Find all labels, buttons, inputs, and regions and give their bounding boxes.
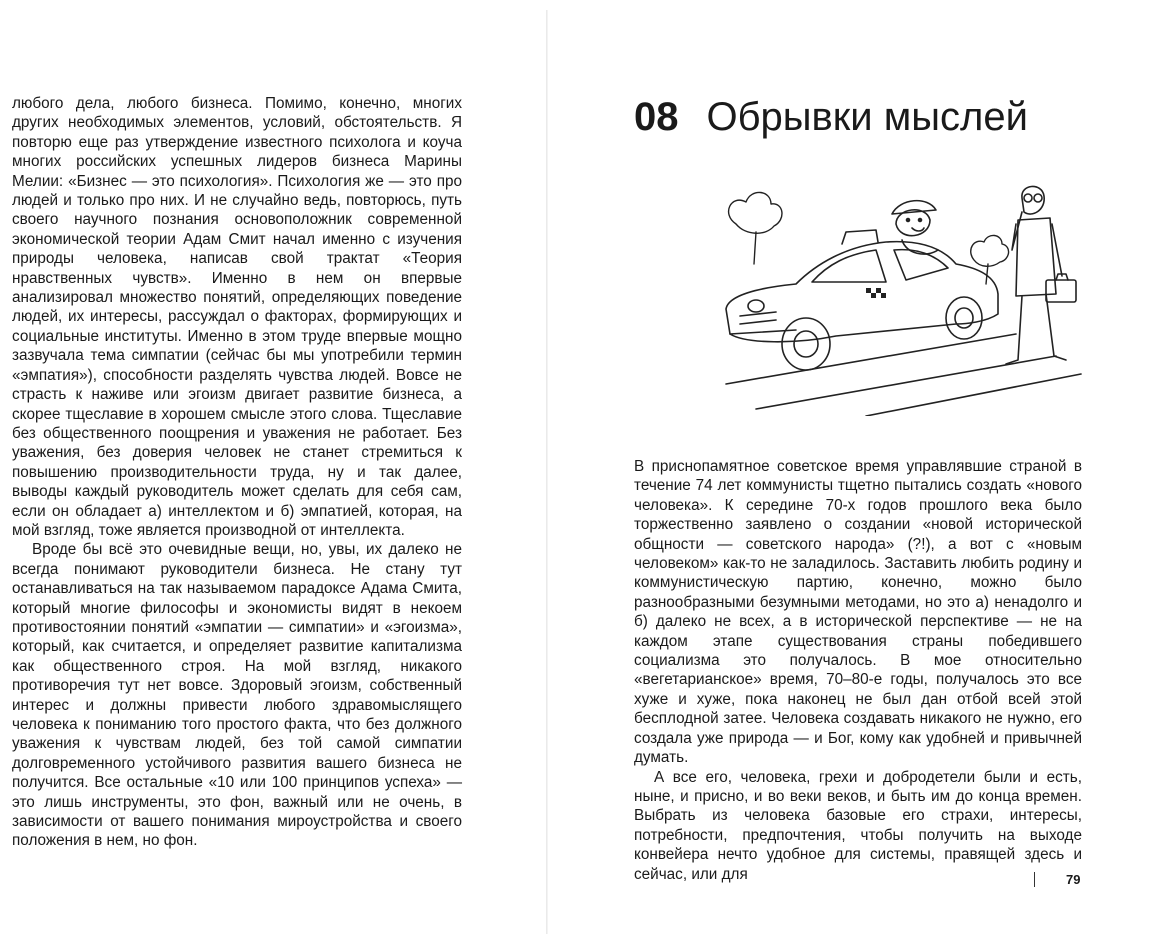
- man-with-briefcase: [1006, 186, 1076, 364]
- left-page-text: [12, 94, 462, 851]
- tree-left: [729, 192, 782, 264]
- right-page-text: [634, 457, 1082, 884]
- tree-right: [971, 235, 1009, 284]
- chapter-number: 08: [634, 95, 679, 139]
- chapter-title: Обрывки мыслей: [706, 95, 1028, 139]
- taxi-illustration: [716, 184, 1086, 416]
- page-number: 79: [1066, 872, 1081, 887]
- right-page: [548, 0, 1150, 944]
- left-page: [0, 0, 546, 944]
- taxi-car: [726, 230, 998, 370]
- taxi-driver: [892, 201, 938, 254]
- left-paragraph-2: Вроде бы всё это очевидные вещи, но, увы, их далеко не всегда понимают руководители бизнеса. Не стану тут останавливаться на так называемом парадоксе Адама Смита, который многие философы и экономисты видят в некоем противостоянии понятий «эмпатии — симпатии» и «эгоизма», который, как считается, и определяет развитие капитализма как общественного строя. На мой взгляд, никакого противоречия тут нет вовсе. Здоровый эгоизм, собственный интерес и должны привести любого здравомыслящего человека к пониманию того простого факта, что без должного уважения к чувствам людей, без той самой симпатии долговременного устойчивого развития вашего бизнеса не получится. Все остальные «10 или 100 принципов успеха» — это лишь инструменты, это фон, важный или не очень, в зависимости от вашего понимания мироустройства и своего положения в нем, но фон.: [12, 541, 462, 850]
- chapter-heading: [634, 92, 1028, 142]
- right-paragraph-1: В приснопамятное советское время управлявшие страной в течение 74 лет коммунисты тщетно пытались создать «нового человека». К середине 70-х годов прошлого века было торжественно заявлено о создании «новой исторической общности — советского народа» (?!), а вот с «новым человеком» как-то не заладилось. Заставить любить родину и коммунистическую партию, конечно, можно было разнообразными безумными методами, но это а) ненадолго и б) далеко не всех, а в исторической перспективе — не на каждом этапе существования страны победившего социализма это получалось. В мое относительно «вегетарианское» время, 70–80-е годы, получалось это все хуже и хуже, пока наконец не был дан отбой всей этой бесплодной затее. Человека создавать никакого не нужно, его создала уже природа — и Бог, кому как удобней и привычней думать.: [634, 458, 1082, 767]
- folio-divider: [1034, 872, 1035, 887]
- left-paragraph-1: любого дела, любого бизнеса. Помимо, конечно, многих других необходимых элементов, условий, обстоятельств. Я повторю еще раз утверждение известного психолога и коуча многих российских успешных лидеров бизнеса Марины Мелии: «Бизнес — это психология». Психология же — это про людей и только про них. И не случайно ведь, повторюсь, путь своего научного познания основоположник современной экономической теории Адам Смит начал именно с изучения природы человека, написав свой трактат «Теория нравственных чувств». Именно в нем он впервые анализировал множество понятий, определяющих поведение людей, их интересы, рассуждал о факторах, формирующих и социальные институты. Именно в этом труде впервые мощно зазвучала тема симпатии (сейчас бы мы употребили термин «эмпатия»), способности разделять чувства людей. Вовсе не страсть к наживе или эгоизм двигает развитие бизнеса, а скорее тщеславие в хорошем смысле этого слова. Тщеславие без общественного поощрения и уважения не работает. Без уважения, без доверия человек не станет стремиться к повышению производительности труда, ну и так далее, выводы каждый руководитель может сделать для себя сам, если он обладает а) интеллектом и б) эмпатией, которая, на мой взгляд, тоже является производной от интеллекта.: [12, 95, 462, 539]
- right-paragraph-2: А все его, человека, грехи и добродетели были и есть, ныне, и присно, и во веки веков, и быть им до конца времен. Выбрать из человека базовые его страхи, интересы, потребности, предпочтения, чтобы получить на выходе конвейера нечто удобное для системы, правящей здесь и сейчас, или для: [634, 768, 1082, 883]
